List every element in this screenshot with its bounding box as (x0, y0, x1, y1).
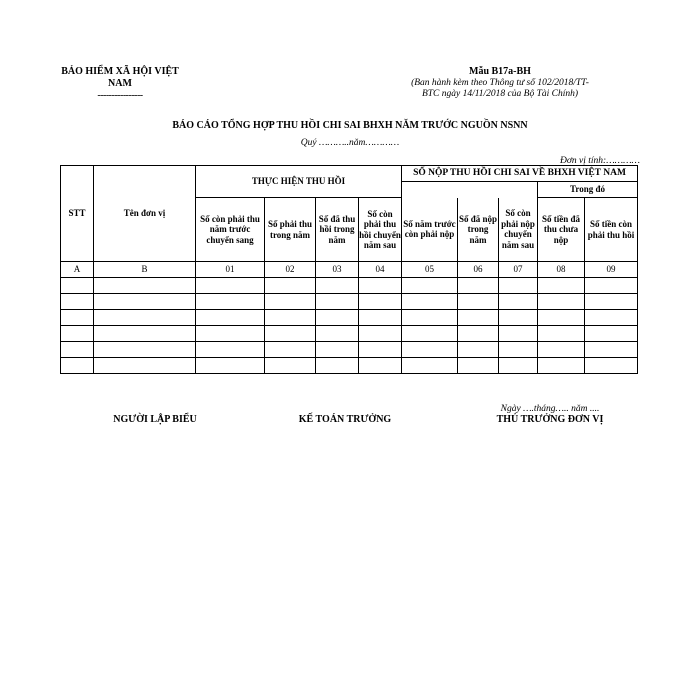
table-cell (458, 294, 499, 310)
table-cell (61, 310, 94, 326)
col-header-07: Số còn phải nộp chuyển năm sau (499, 198, 538, 262)
table-cell (458, 342, 499, 358)
table-cell (538, 294, 585, 310)
col-header-08: Số tiền đã thu chưa nộp (538, 198, 585, 262)
code-cell: 01 (196, 262, 265, 278)
table-cell (499, 358, 538, 374)
org-line-1: BẢO HIỂM XÃ HỘI VIỆT (61, 66, 179, 77)
table-cell (359, 310, 402, 326)
code-cell: 06 (458, 262, 499, 278)
code-cell: B (94, 262, 196, 278)
table-cell (359, 358, 402, 374)
org-divider: ---------------- (97, 90, 143, 101)
table-row (61, 310, 638, 326)
table-cell (265, 310, 316, 326)
table-cell (61, 342, 94, 358)
code-row (61, 262, 638, 278)
table-cell (585, 358, 638, 374)
table-cell (538, 358, 585, 374)
header-group-recovery: THỰC HIỆN THU HỒI (196, 166, 402, 198)
table-cell (196, 358, 265, 374)
form-note-line-2: BTC ngày 14/11/2018 của Bộ Tài Chính) (421, 89, 579, 99)
col-header-06: Số đã nộp trong năm (458, 198, 499, 262)
table-cell (458, 310, 499, 326)
table-cell (458, 278, 499, 294)
table-cell (402, 358, 458, 374)
col-header-04: Số còn phải thu hồi chuyển năm sau (359, 198, 402, 262)
table-cell (359, 326, 402, 342)
code-cell: 02 (265, 262, 316, 278)
table-row (61, 326, 638, 342)
table-cell (94, 326, 196, 342)
table-cell (585, 278, 638, 294)
form-code: Mẫu B17a-BH (469, 66, 531, 77)
table-cell (265, 342, 316, 358)
code-cell: 05 (402, 262, 458, 278)
table-row (61, 342, 638, 358)
header-stt: STT (61, 166, 94, 262)
table-cell (402, 310, 458, 326)
table-cell (94, 310, 196, 326)
table-cell (585, 294, 638, 310)
col-header-02: Số phải thu trong năm (265, 198, 316, 262)
table-cell (196, 278, 265, 294)
table-cell (196, 294, 265, 310)
table-cell (499, 278, 538, 294)
table-cell (316, 358, 359, 374)
table-row (61, 358, 638, 374)
table-cell (265, 358, 316, 374)
table-cell (538, 326, 585, 342)
table-cell (359, 278, 402, 294)
table-cell (585, 342, 638, 358)
table-cell (402, 278, 458, 294)
table-cell (61, 278, 94, 294)
table-cell (499, 310, 538, 326)
signature-date: Ngày ….tháng….. năm .... (500, 404, 600, 414)
table-cell (61, 358, 94, 374)
table-cell (402, 342, 458, 358)
col-header-03: Số đã thu hồi trong năm (316, 198, 359, 262)
org-line-2: NAM (108, 78, 132, 89)
table-cell (499, 342, 538, 358)
table-cell (458, 326, 499, 342)
preparer-signature-label: NGƯỜI LẬP BIỂU (113, 414, 197, 425)
code-cell: 08 (538, 262, 585, 278)
table-body (61, 278, 638, 374)
col-header-09: Số tiền còn phải thu hồi (585, 198, 638, 262)
table-cell (265, 278, 316, 294)
table-cell (94, 358, 196, 374)
report-quarter: Quý ………..năm………… (300, 138, 400, 148)
table-cell (61, 294, 94, 310)
header-sub-group: Trong đó (538, 182, 638, 198)
code-cell: 09 (585, 262, 638, 278)
table-cell (538, 278, 585, 294)
table-cell (316, 326, 359, 342)
table-cell (61, 326, 94, 342)
report-title: BÁO CÁO TỔNG HỢP THU HỒI CHI SAI BHXH NĂM TRƯỚC NGUỒN NSNN (172, 120, 528, 131)
table-cell (265, 294, 316, 310)
form-info (395, 66, 605, 101)
table-row (61, 294, 638, 310)
unit-of-measure: Đơn vị tính:………… (559, 156, 640, 166)
head-signature-label: THỦ TRƯỞNG ĐƠN VỊ (496, 414, 604, 425)
col-header-05: Số năm trước còn phải nộp (402, 198, 458, 262)
table-cell (585, 310, 638, 326)
table-cell (265, 326, 316, 342)
code-cell: 04 (359, 262, 402, 278)
code-cell: 07 (499, 262, 538, 278)
table-cell (402, 326, 458, 342)
code-cell: A (61, 262, 94, 278)
table-row (61, 278, 638, 294)
table-cell (196, 342, 265, 358)
code-cell: 03 (316, 262, 359, 278)
organization-name (50, 66, 190, 102)
table-cell (538, 342, 585, 358)
table-cell (402, 294, 458, 310)
table-cell (196, 310, 265, 326)
table-cell (359, 342, 402, 358)
table-cell (94, 294, 196, 310)
table-cell (316, 342, 359, 358)
table-cell (538, 310, 585, 326)
table-cell (316, 310, 359, 326)
table-cell (585, 326, 638, 342)
table-cell (316, 278, 359, 294)
header-blank (402, 182, 538, 198)
table-cell (499, 294, 538, 310)
accountant-signature-label: KẾ TOÁN TRƯỞNG (298, 414, 392, 425)
header-unit-name: Tên đơn vị (94, 166, 196, 262)
table-cell (94, 342, 196, 358)
col-header-01: Số còn phải thu năm trước chuyển sang (196, 198, 265, 262)
report-table (60, 165, 638, 374)
header-group-payment: SỐ NỘP THU HỒI CHI SAI VỀ BHXH VIỆT NAM (402, 166, 638, 182)
table-cell (196, 326, 265, 342)
table-cell (458, 358, 499, 374)
table-cell (499, 326, 538, 342)
table-cell (359, 294, 402, 310)
table-cell (94, 278, 196, 294)
form-note-line-1: (Ban hành kèm theo Thông tư số 102/2018/TT- (411, 77, 589, 88)
table-cell (316, 294, 359, 310)
